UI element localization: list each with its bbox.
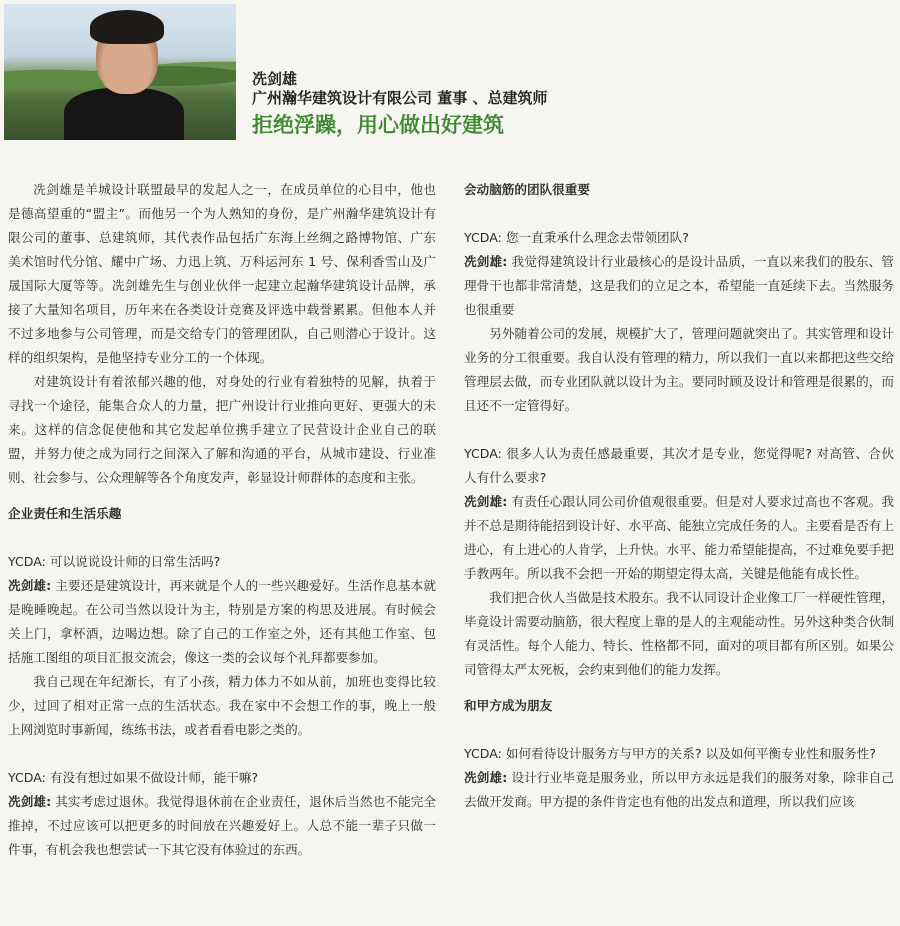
answer-text: 其实考虑过退休。我觉得退休前在企业责任，退休后当然也不能完全推掉，不过应该可以把更多的时间放在兴趣爱好上。人总不能一辈子只做一件事，有机会我也想尝试一下其它没有体验过的东西。 [8, 794, 436, 857]
answer-text: 设计行业毕竟是服务业，所以甲方永远是我们的服务对象，除非自己去做开发商。甲方提的条件肯定也有他的出发点和道理，所以我们应该 [464, 770, 894, 809]
section-heading-team: 会动脑筋的团队很重要 [464, 182, 590, 197]
answer-client-relationship [464, 766, 894, 814]
question-team-philosophy: YCDA: 您一直秉承什么理念去带领团队? [464, 230, 689, 245]
answer-team-philosophy-1 [464, 250, 894, 322]
section-heading-client: 和甲方成为朋友 [464, 698, 553, 713]
section-heading-responsibility: 企业责任和生活乐趣 [8, 506, 122, 521]
answer-text: 有责任心跟认同公司价值观很重要。但是对人要求过高也不客观。我并不总是期待能招到设计好、水平高、能独立完成任务的人。主要看是否有上进心，有上进心的人肯学，上升快。水平、能力希望能提高，不过难免要手把手教两年。所以我不会把一开始的期望定得太高，关键是他能有成长性。 [464, 494, 894, 581]
intro-paragraph-2: 对建筑设计有着浓郁兴趣的他，对身处的行业有着独特的见解，执着于寻找一个途径，能集合众人的力量，把广州设计行业推向更好、更强大的未来。这样的信念促使他和其它发起单位携手建立了民营设计企业自己的联盟，并努力使之成为同行之间深入了解和沟通的平台，从城市建设、行业准则、社会参与、公众理解等各个角度发声，彰显设计师群体的态度和主张。 [8, 374, 436, 485]
answer-if-not-designer [8, 790, 436, 862]
person-name: 冼剑雄 [252, 70, 298, 88]
article-headline: 拒绝浮躁，用心做出好建筑 [252, 113, 504, 137]
speaker-label: 冼剑雄: [464, 254, 508, 269]
portrait-photo [4, 4, 236, 140]
speaker-label: 冼剑雄: [8, 794, 52, 809]
speaker-label: 冼剑雄: [464, 770, 508, 785]
question-client-relationship: YCDA: 如何看待设计服务方与甲方的关系? 以及如何平衡专业性和服务性? [464, 746, 876, 761]
answer-team-philosophy-2: 另外随着公司的发展，规模扩大了，管理问题就突出了。其实管理和设计业务的分工很重要。我自认没有管理的精力，所以我们一直以来都把这些交给管理层去做，而专业团队就以设计为主。要同时顾及设计和管理是很累的，而且还不一定管得好。 [464, 326, 894, 413]
right-column [464, 178, 894, 814]
answer-responsibility-1 [464, 490, 894, 586]
left-column [8, 178, 436, 862]
answer-text: 主要还是建筑设计，再来就是个人的一些兴趣爱好。生活作息基本就是晚睡晚起。在公司当然以设计为主，特别是方案的构思及进展。有时候会关上门，拿杯酒，边喝边想。除了自己的工作室之外，还有其他工作室、包括施工图组的项目汇报交流会，像这一类的会议每个礼拜都要参加。 [8, 578, 436, 665]
question-responsibility: YCDA: 很多人认为责任感最重要，其次才是专业，您觉得呢? 对高管、合伙人有什么要求? [464, 446, 894, 485]
speaker-label: 冼剑雄: [464, 494, 508, 509]
answer-daily-life-2: 我自己现在年纪渐长，有了小孩，精力体力不如从前，加班也变得比较少，过回了相对正常一点的生活状态。我在家中不会想工作的事，晚上一般上网浏览时事新闻，练练书法，或者看看电影之类的。 [8, 674, 436, 737]
intro-paragraph-1: 冼剑雄是羊城设计联盟最早的发起人之一，在成员单位的心目中，他也是德高望重的“盟主”。而他另一个为人熟知的身份，是广州瀚华建筑设计有限公司的董事、总建筑师，其代表作品包括广东海上丝绸之路博物馆、广东美术馆时代分馆、耀中广场、力迅上筑、万科运河东 1 号、保利香雪山及广晟国际大厦等等。冼剑雄先生与创业伙伴一起建立起瀚华建筑设计品牌，承接了大量知名项目，历年来在各类设计竞赛及评选中载誉累累。但他本人并不过多地参与公司管理，而是交给专门的管理团队，自己则潜心于设计。这样的组织架构，是他坚持专业分工的一个体现。 [8, 182, 436, 365]
portrait-hair [90, 10, 164, 44]
answer-text: 我觉得建筑设计行业最核心的是设计品质，一直以来我们的股东、管理骨干也都非常清楚，这是我们的立足之本，希望能一直延续下去。当然服务也很重要 [464, 254, 894, 317]
article-header [252, 70, 547, 140]
answer-responsibility-2: 我们把合伙人当做是技术股东。我不认同设计企业像工厂一样硬性管理，毕竟设计需要动脑筋，很大程度上靠的是人的主观能动性。另外这种类合伙制有灵活性。每个人能力、特长、性格都不同，面对的项目都有所区别。如果公司管得太严太死板，会约束到他们的能力发挥。 [464, 590, 894, 677]
portrait-body [64, 88, 184, 140]
question-daily-life: YCDA: 可以说说设计师的日常生活吗? [8, 554, 221, 569]
person-title: 广州瀚华建筑设计有限公司 董事 、总建筑师 [252, 89, 548, 107]
speaker-label: 冼剑雄: [8, 578, 52, 593]
answer-daily-life-1 [8, 574, 436, 670]
question-if-not-designer: YCDA: 有没有想过如果不做设计师，能干嘛? [8, 770, 259, 785]
